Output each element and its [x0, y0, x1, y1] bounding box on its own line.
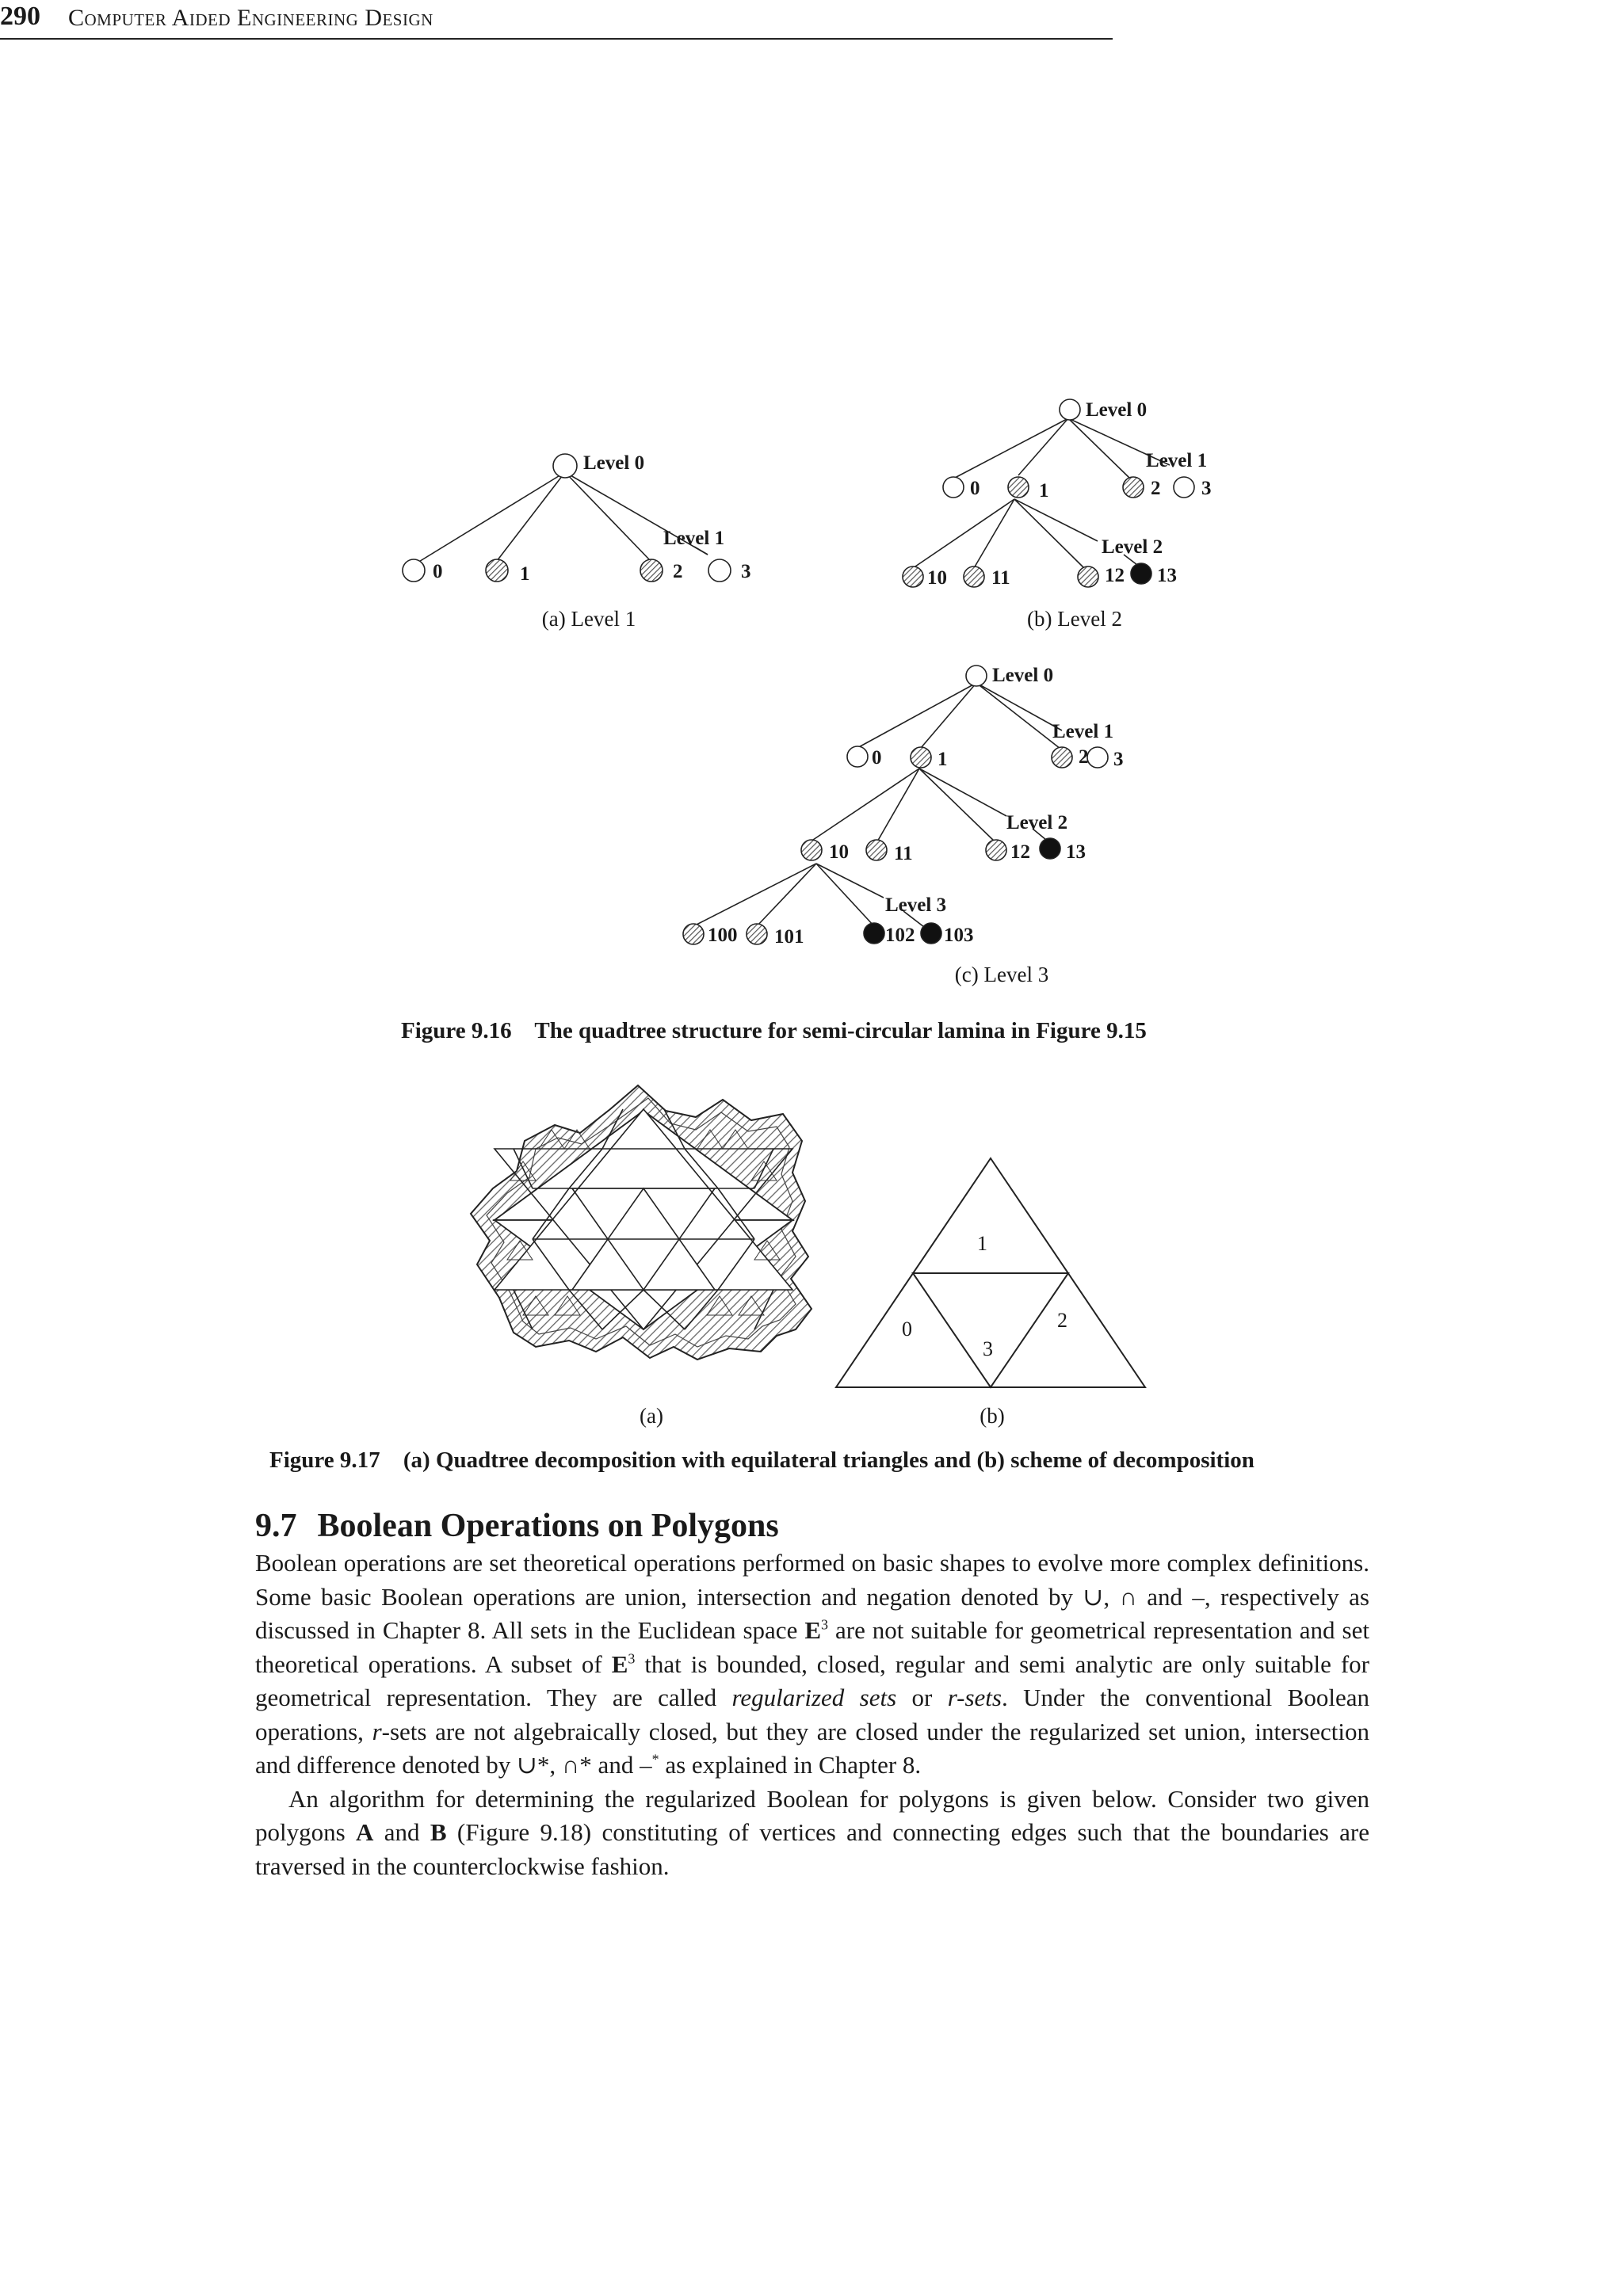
svg-text:12: 12 — [1010, 841, 1030, 863]
svg-text:0: 0 — [872, 747, 882, 769]
svg-text:2: 2 — [1079, 746, 1089, 768]
paragraph-2: An algorithm for determining the regularized Boolean for polygons is given below. Consider two given polygons A and B (Figure 9.18) constituting of vertices and connecting edges such that the boundaries are traversed in the counterclockwise fashion. — [255, 1784, 1369, 1880]
node-2 — [640, 559, 663, 582]
svg-text:Level 2: Level 2 — [1102, 536, 1163, 558]
label-level-0: Level 0 — [583, 452, 645, 474]
tree-panel-c — [683, 665, 1124, 986]
figure-9-17-caption: Figure 9.17 (a) Quadtree decomposition with equilateral triangles and (b) scheme of decomposition — [269, 1447, 1254, 1473]
caption-a: (a) Level 1 — [541, 607, 636, 631]
label-0: 0 — [433, 561, 443, 582]
svg-text:(c) Level 3: (c) Level 3 — [954, 963, 1049, 986]
svg-text:2: 2 — [1057, 1309, 1067, 1332]
svg-text:Level 1: Level 1 — [1052, 721, 1114, 742]
svg-text:1: 1 — [1039, 480, 1049, 502]
figure-9-17 — [0, 1062, 1623, 1489]
triangle-decomposition-panel-a — [471, 1085, 812, 1428]
svg-text:13: 13 — [1066, 841, 1086, 863]
svg-text:(a): (a) — [640, 1404, 663, 1428]
tree-panel-b — [903, 399, 1212, 631]
svg-text:3: 3 — [1201, 478, 1212, 499]
svg-text:12: 12 — [1105, 565, 1125, 586]
svg-text:Level 1: Level 1 — [1146, 450, 1208, 471]
triangle-decomposition-panel-b — [836, 1158, 1145, 1428]
svg-text:0: 0 — [970, 478, 980, 499]
svg-text:Level 0: Level 0 — [992, 665, 1054, 686]
section-number: 9.7 — [255, 1508, 297, 1544]
svg-text:(b): (b) — [980, 1404, 1005, 1428]
node-1 — [486, 559, 508, 582]
figure-9-16 — [0, 0, 1623, 1062]
section-title: Boolean Operations on Polygons — [317, 1508, 779, 1544]
svg-text:1: 1 — [938, 749, 948, 770]
tree-panel-a — [403, 452, 751, 631]
node-3 — [708, 559, 731, 582]
svg-text:2: 2 — [1151, 478, 1161, 499]
svg-text:13: 13 — [1157, 565, 1177, 586]
svg-text:101: 101 — [774, 926, 804, 948]
svg-text:1: 1 — [977, 1232, 987, 1255]
body-text — [255, 1547, 1369, 1883]
svg-text:103: 103 — [944, 925, 974, 946]
node-root — [553, 454, 577, 478]
svg-text:11: 11 — [991, 567, 1010, 589]
section-heading — [255, 1507, 779, 1545]
label-2: 2 — [673, 561, 683, 582]
svg-text:0: 0 — [902, 1318, 912, 1341]
svg-text:Level 3: Level 3 — [885, 894, 947, 916]
svg-text:Level 0: Level 0 — [1086, 399, 1148, 421]
svg-text:102: 102 — [885, 925, 915, 946]
svg-text:(b) Level 2: (b) Level 2 — [1027, 607, 1122, 631]
svg-text:Level 2: Level 2 — [1006, 812, 1068, 833]
svg-text:3: 3 — [983, 1337, 993, 1360]
page-number: 290 — [0, 2, 40, 31]
svg-text:3: 3 — [1113, 749, 1124, 770]
label-3: 3 — [741, 561, 751, 582]
label-1: 1 — [520, 563, 530, 585]
node-0 — [403, 559, 425, 582]
svg-text:11: 11 — [894, 843, 913, 864]
svg-text:100: 100 — [708, 925, 738, 946]
paragraph-1: Boolean operations are set theoretical operations performed on basic shapes to evolve more complex definitions. Some basic Boolean operations are union, intersection and negation denoted by ∪, ∩ and –, respectively as discussed in Chapter 8. All sets in the Euclidean space $E^3$ are not suitable for geometrical representation and set theoretical operations. A subset of $E^3$ that is bounded, closed, regular and semi analytic are only suitable for geometrical representation. They are called regularized sets or r-sets. Under the conventional Boolean operations, r-sets are not algebraically closed, but they are closed under the regularized set union, intersection and difference denoted by ∪*, ∩* and –* as explained in Chapter 8. — [255, 1549, 1369, 1779]
svg-text:10: 10 — [927, 567, 947, 589]
svg-text:10: 10 — [829, 841, 849, 863]
running-title: Computer Aided Engineering Design — [68, 5, 433, 31]
figure-9-16-caption: Figure 9.16 The quadtree structure for semi-circular lamina in Figure 9.15 — [401, 1018, 1147, 1043]
label-level-1: Level 1 — [663, 528, 725, 549]
